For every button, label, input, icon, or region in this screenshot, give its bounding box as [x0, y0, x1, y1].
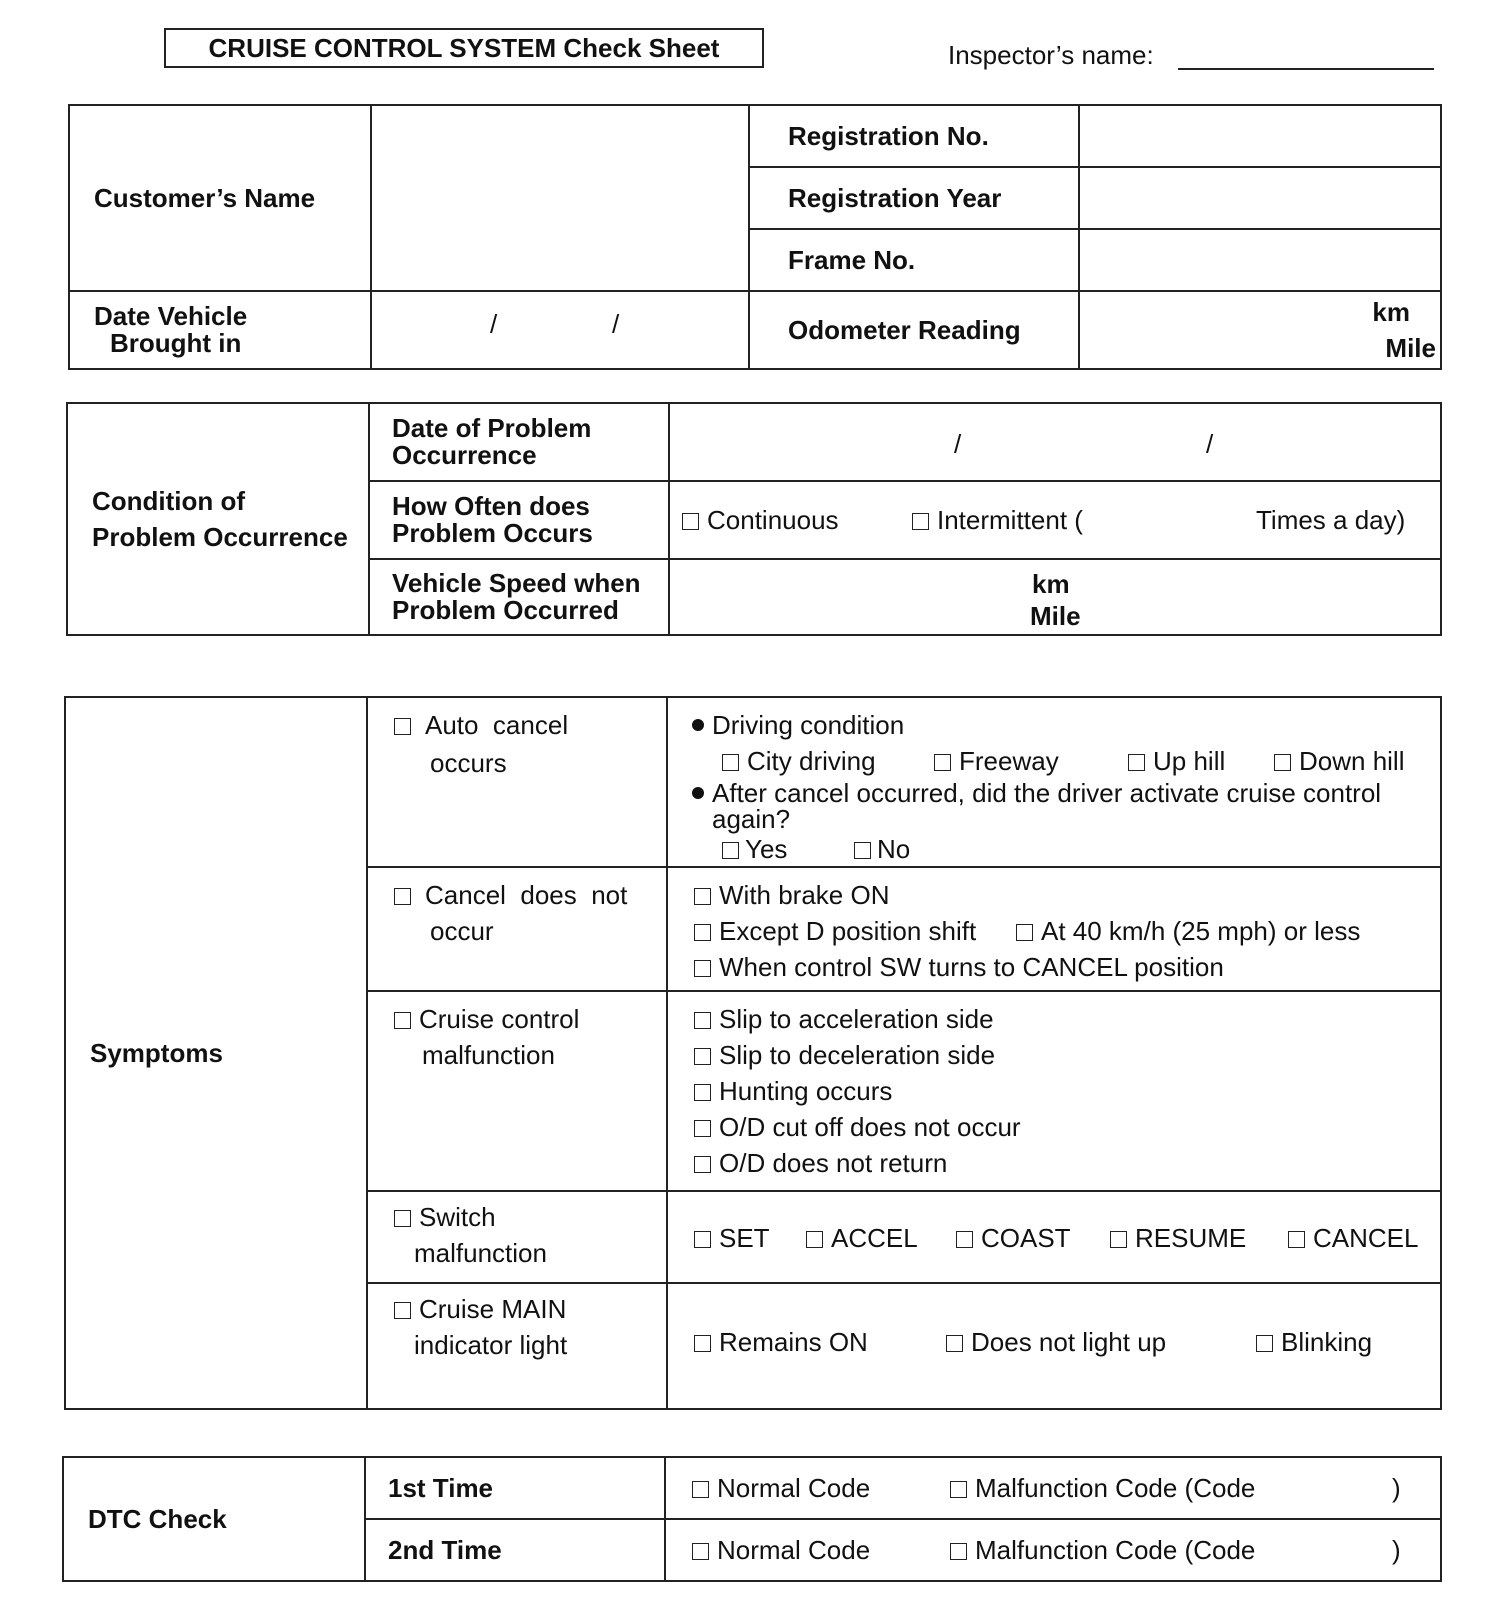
- date-brought-in-field[interactable]: [371, 291, 749, 369]
- switch-resume-option[interactable]: [1110, 1223, 1246, 1254]
- at-40-option[interactable]: [1016, 916, 1360, 947]
- switch-accel-text: ACCEL: [831, 1223, 918, 1253]
- control-sw-option[interactable]: [694, 952, 1224, 983]
- at-40-text: At 40 km/h (25 mph) or less: [1041, 916, 1361, 946]
- freeway-option[interactable]: [934, 746, 1059, 777]
- first-normal-code-checkbox[interactable]: [692, 1481, 709, 1498]
- registration-no-label: Registration No.: [749, 105, 1079, 167]
- switch-malfunction-details: [667, 1191, 1441, 1283]
- auto-cancel-label-line2: occurs: [430, 748, 507, 778]
- first-code-close-paren: ): [1392, 1473, 1401, 1503]
- od-return-text: O/D does not return: [719, 1148, 948, 1178]
- date-of-problem-field[interactable]: [669, 403, 1441, 481]
- date-brought-in-label: [69, 291, 371, 369]
- auto-cancel-cell: [367, 697, 667, 867]
- symptoms-section-label: Symptoms: [65, 697, 367, 1409]
- slip-decel-checkbox[interactable]: [694, 1048, 711, 1065]
- down-hill-option[interactable]: [1274, 746, 1405, 777]
- cancel-not-occur-option[interactable]: [394, 880, 627, 911]
- slip-accel-checkbox[interactable]: [694, 1012, 711, 1029]
- sheet-title: CRUISE CONTROL SYSTEM Check Sheet: [164, 28, 764, 68]
- up-hill-option[interactable]: [1128, 746, 1225, 777]
- date-separator-1: /: [490, 309, 498, 339]
- slip-accel-text: Slip to acceleration side: [719, 1004, 994, 1034]
- cruise-malfunction-checkbox[interactable]: [394, 1012, 411, 1029]
- second-code-close-paren: ): [1392, 1535, 1401, 1565]
- main-indicator-details: [667, 1283, 1441, 1409]
- cruise-malfunction-option[interactable]: [394, 1004, 579, 1035]
- bullet-icon: [692, 787, 704, 799]
- reactivate-no-option[interactable]: [854, 834, 910, 865]
- remains-on-checkbox[interactable]: [694, 1335, 711, 1352]
- dtc-section-label: DTC Check: [63, 1457, 365, 1581]
- continuous-option[interactable]: [682, 505, 839, 536]
- date-of-problem-line1: Date of Problem: [392, 413, 592, 443]
- second-malfunction-code-checkbox[interactable]: [950, 1543, 967, 1560]
- switch-resume-text: RESUME: [1135, 1223, 1247, 1253]
- city-driving-option[interactable]: [722, 746, 876, 777]
- not-light-up-text: Does not light up: [971, 1327, 1167, 1357]
- dtc-second-time-label: 2nd Time: [365, 1519, 665, 1581]
- up-hill-checkbox[interactable]: [1128, 754, 1145, 771]
- switch-set-text: SET: [719, 1223, 770, 1253]
- except-d-checkbox[interactable]: [694, 924, 711, 941]
- dtc-table: [62, 1456, 1442, 1582]
- continuous-text: Continuous: [707, 505, 839, 535]
- frame-no-label: Frame No.: [749, 229, 1079, 291]
- vehicle-speed-line1: Vehicle Speed when: [392, 568, 641, 598]
- freeway-checkbox[interactable]: [934, 754, 951, 771]
- second-normal-code-text: Normal Code: [717, 1535, 871, 1565]
- intermittent-option[interactable]: [912, 505, 1083, 536]
- how-often-line2: Problem Occurs: [392, 518, 593, 548]
- frame-no-field[interactable]: [1079, 229, 1441, 291]
- second-normal-code-option[interactable]: [692, 1535, 870, 1566]
- condition-label-line1: Condition of: [92, 486, 246, 516]
- switch-malfunction-label-line1: Switch: [419, 1202, 496, 1232]
- hunting-text: Hunting occurs: [719, 1076, 893, 1106]
- inspector-label: Inspector’s name:: [948, 40, 1154, 70]
- blinking-text: Blinking: [1281, 1327, 1373, 1357]
- date-separator-2: /: [612, 309, 620, 339]
- switch-malfunction-option[interactable]: [394, 1202, 496, 1233]
- auto-cancel-label-line1: Auto cancel: [425, 710, 569, 740]
- reactivate-yes-text: Yes: [745, 834, 788, 864]
- main-indicator-cell: [367, 1283, 667, 1409]
- od-cutoff-checkbox[interactable]: [694, 1120, 711, 1137]
- reactivate-question-line2: again?: [712, 804, 791, 834]
- first-normal-code-text: Normal Code: [717, 1473, 871, 1503]
- cruise-malfunction-details: [667, 991, 1441, 1191]
- dtc-first-time-options: [665, 1457, 1441, 1519]
- od-cutoff-text: O/D cut off does not occur: [719, 1112, 1021, 1142]
- except-d-option[interactable]: [694, 916, 976, 947]
- date-of-problem-label: [369, 403, 669, 481]
- condition-table: [66, 402, 1442, 636]
- down-hill-text: Down hill: [1299, 746, 1405, 776]
- condition-label-line2: Problem Occurrence: [92, 522, 348, 552]
- reactivate-no-text: No: [877, 834, 911, 864]
- first-malfunction-code-checkbox[interactable]: [950, 1481, 967, 1498]
- blinking-checkbox[interactable]: [1256, 1335, 1273, 1352]
- reactivate-question-line1: After cancel occurred, did the driver activate cruise control: [712, 778, 1382, 808]
- first-malfunction-code-text: Malfunction Code (Code: [975, 1473, 1256, 1503]
- odometer-unit-mile: Mile: [1385, 333, 1436, 363]
- cruise-malfunction-label-line2: malfunction: [422, 1040, 555, 1070]
- symptoms-table: [64, 696, 1442, 1410]
- registration-year-label: Registration Year: [749, 167, 1079, 229]
- bullet-icon: [692, 719, 704, 731]
- odometer-field[interactable]: [1079, 291, 1441, 369]
- registration-year-field[interactable]: [1079, 167, 1441, 229]
- main-indicator-label-line2: indicator light: [414, 1330, 568, 1360]
- reactivate-question-item: [692, 778, 1381, 809]
- down-hill-checkbox[interactable]: [1274, 754, 1291, 771]
- switch-set-checkbox[interactable]: [694, 1231, 711, 1248]
- slip-accel-option[interactable]: [694, 1004, 994, 1035]
- slip-decel-option[interactable]: [694, 1040, 995, 1071]
- auto-cancel-checkbox[interactable]: [394, 718, 411, 735]
- cancel-not-occur-checkbox[interactable]: [394, 888, 411, 905]
- main-indicator-checkbox[interactable]: [394, 1302, 411, 1319]
- hunting-checkbox[interactable]: [694, 1084, 711, 1101]
- how-often-label: [369, 481, 669, 559]
- second-normal-code-checkbox[interactable]: [692, 1543, 709, 1560]
- freeway-text: Freeway: [959, 746, 1059, 776]
- cancel-not-occur-cell: [367, 867, 667, 991]
- second-malfunction-code-text: Malfunction Code (Code: [975, 1535, 1256, 1565]
- except-d-text: Except D position shift: [719, 916, 977, 946]
- dtc-second-time-options: [665, 1519, 1441, 1581]
- main-indicator-option[interactable]: [394, 1294, 566, 1325]
- switch-coast-checkbox[interactable]: [956, 1231, 973, 1248]
- switch-malfunction-cell: [367, 1191, 667, 1283]
- switch-coast-text: COAST: [981, 1223, 1071, 1253]
- times-a-day-text: Times a day): [1256, 505, 1406, 535]
- speed-unit-km: km: [1032, 569, 1070, 599]
- cruise-malfunction-cell: [367, 991, 667, 1191]
- slip-decel-text: Slip to deceleration side: [719, 1040, 996, 1070]
- cancel-not-occur-label-line2: occur: [430, 916, 494, 946]
- first-normal-code-option[interactable]: [692, 1473, 870, 1504]
- dtc-first-time-label: 1st Time: [365, 1457, 665, 1519]
- switch-resume-checkbox[interactable]: [1110, 1231, 1127, 1248]
- customer-name-field[interactable]: [371, 105, 749, 291]
- registration-no-field[interactable]: [1079, 105, 1441, 167]
- how-often-field: [669, 481, 1441, 559]
- intermittent-checkbox[interactable]: [912, 513, 929, 530]
- intermittent-text: Intermittent (: [937, 505, 1083, 535]
- not-light-up-option[interactable]: [946, 1327, 1166, 1358]
- main-indicator-label-line1: Cruise MAIN: [419, 1294, 567, 1324]
- od-cutoff-option[interactable]: [694, 1112, 1021, 1143]
- with-brake-on-checkbox[interactable]: [694, 888, 711, 905]
- switch-cancel-text: CANCEL: [1313, 1223, 1419, 1253]
- auto-cancel-option[interactable]: [394, 710, 568, 741]
- not-light-up-checkbox[interactable]: [946, 1335, 963, 1352]
- how-often-line1: How Often does: [392, 491, 590, 521]
- vehicle-speed-line2: Problem Occurred: [392, 595, 619, 625]
- date-brought-in-label-line1: Date Vehicle: [94, 301, 248, 331]
- auto-cancel-details: [667, 697, 1441, 867]
- switch-set-option[interactable]: [694, 1223, 770, 1254]
- odometer-unit-km: km: [1372, 297, 1410, 327]
- date-brought-in-label-line2: Brought in: [110, 328, 242, 358]
- driving-condition-item: [692, 710, 904, 741]
- switch-accel-checkbox[interactable]: [806, 1231, 823, 1248]
- switch-accel-option[interactable]: [806, 1223, 918, 1254]
- first-malfunction-code-option[interactable]: [950, 1473, 1255, 1504]
- switch-malfunction-label-line2: malfunction: [414, 1238, 547, 1268]
- date-of-problem-line2: Occurrence: [392, 440, 537, 470]
- od-return-checkbox[interactable]: [694, 1156, 711, 1173]
- vehicle-speed-label: [369, 559, 669, 635]
- switch-malfunction-checkbox[interactable]: [394, 1210, 411, 1227]
- switch-cancel-checkbox[interactable]: [1288, 1231, 1305, 1248]
- control-sw-checkbox[interactable]: [694, 960, 711, 977]
- switch-coast-option[interactable]: [956, 1223, 1071, 1254]
- vehicle-info-table: [68, 104, 1442, 370]
- speed-unit-mile: Mile: [1030, 601, 1081, 631]
- switch-cancel-option[interactable]: [1288, 1223, 1418, 1254]
- remains-on-option[interactable]: [694, 1327, 868, 1358]
- city-driving-text: City driving: [747, 746, 876, 776]
- cancel-not-occur-details: [667, 867, 1441, 991]
- at-40-checkbox[interactable]: [1016, 924, 1033, 941]
- second-malfunction-code-option[interactable]: [950, 1535, 1255, 1566]
- inspector-name-field[interactable]: [1178, 68, 1434, 70]
- remains-on-text: Remains ON: [719, 1327, 868, 1357]
- problem-date-separator-1: /: [954, 429, 962, 459]
- cruise-malfunction-label-line1: Cruise control: [419, 1004, 580, 1034]
- condition-section-label: [67, 403, 369, 635]
- blinking-option[interactable]: [1256, 1327, 1372, 1358]
- reactivate-no-checkbox[interactable]: [854, 842, 871, 859]
- cancel-not-occur-label-line1: Cancel does not: [425, 880, 628, 910]
- reactivate-yes-option[interactable]: [722, 834, 787, 865]
- with-brake-on-option[interactable]: [694, 880, 890, 911]
- odometer-label: Odometer Reading: [749, 291, 1079, 369]
- with-brake-on-text: With brake ON: [719, 880, 890, 910]
- problem-date-separator-2: /: [1206, 429, 1214, 459]
- city-driving-checkbox[interactable]: [722, 754, 739, 771]
- up-hill-text: Up hill: [1153, 746, 1226, 776]
- continuous-checkbox[interactable]: [682, 513, 699, 530]
- vehicle-speed-field[interactable]: [669, 559, 1441, 635]
- driving-condition-text: Driving condition: [712, 710, 905, 740]
- control-sw-text: When control SW turns to CANCEL position: [719, 952, 1224, 982]
- reactivate-yes-checkbox[interactable]: [722, 842, 739, 859]
- od-return-option[interactable]: [694, 1148, 947, 1179]
- hunting-option[interactable]: [694, 1076, 892, 1107]
- customer-name-label: Customer’s Name: [69, 105, 371, 291]
